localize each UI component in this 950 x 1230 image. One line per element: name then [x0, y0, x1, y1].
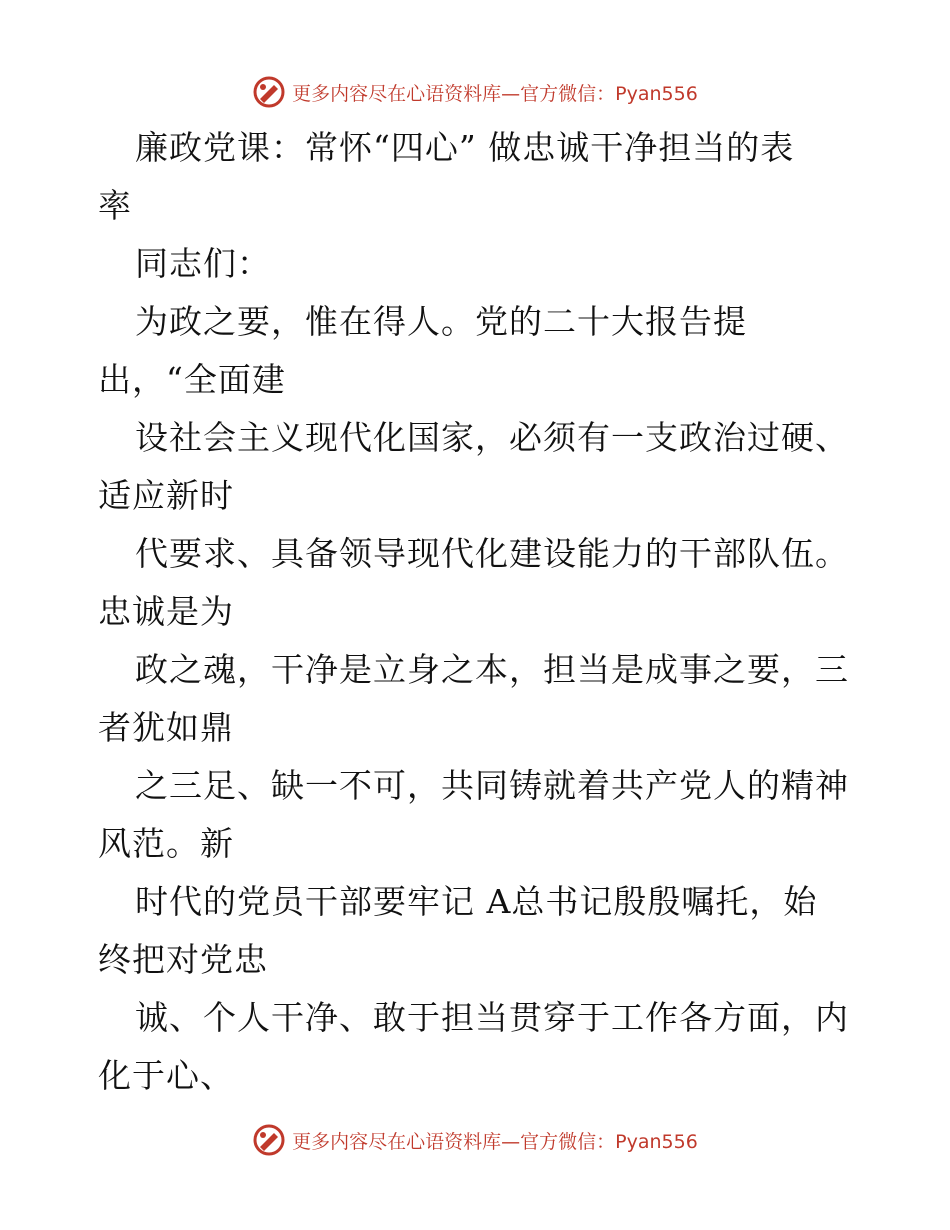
doc-title-line-2: 率 — [98, 186, 132, 225]
doc-paragraph-line: 出，“全面建 — [98, 360, 286, 399]
doc-paragraph-line: 设社会主义现代化国家，必须有一支政治过硬、 — [135, 418, 849, 457]
logo-icon — [252, 75, 286, 109]
header-watermark-banner — [0, 72, 950, 112]
doc-paragraph-line: 时代的党员干部要牢记 A总书记殷殷嘱托，始 — [135, 882, 818, 921]
doc-paragraph-line: 者犹如鼎 — [98, 708, 234, 747]
doc-paragraph-line: 之三足、缺一不可，共同铸就着共产党人的精神 — [135, 766, 849, 805]
header-watermark-text: 更多内容尽在心语资料库—官方微信：Pyan556 — [292, 82, 698, 105]
footer-watermark-banner — [0, 1120, 950, 1160]
doc-paragraph-line: 政之魂，干净是立身之本，担当是成事之要，三 — [135, 650, 849, 689]
doc-paragraph-line: 代要求、具备领导现代化建设能力的干部队伍。 — [135, 534, 849, 573]
doc-paragraph-line: 忠诚是为 — [98, 592, 234, 631]
doc-salutation: 同志们： — [135, 244, 271, 283]
logo-icon — [252, 1123, 286, 1157]
doc-paragraph-line: 适应新时 — [98, 476, 234, 515]
doc-paragraph-line: 诚、个人干净、敢于担当贯穿于工作各方面，内 — [135, 998, 849, 1037]
doc-paragraph-line: 为政之要，惟在得人。党的二十大报告提 — [135, 302, 747, 341]
doc-paragraph-line: 风范。新 — [98, 824, 234, 863]
doc-paragraph-line: 终把对党忠 — [98, 940, 268, 979]
footer-watermark-text: 更多内容尽在心语资料库—官方微信：Pyan556 — [292, 1130, 698, 1153]
doc-paragraph-line: 化于心、 — [98, 1056, 234, 1095]
doc-title-line-1: 廉政党课：常怀“四心” 做忠诚干净担当的表 — [135, 128, 795, 167]
